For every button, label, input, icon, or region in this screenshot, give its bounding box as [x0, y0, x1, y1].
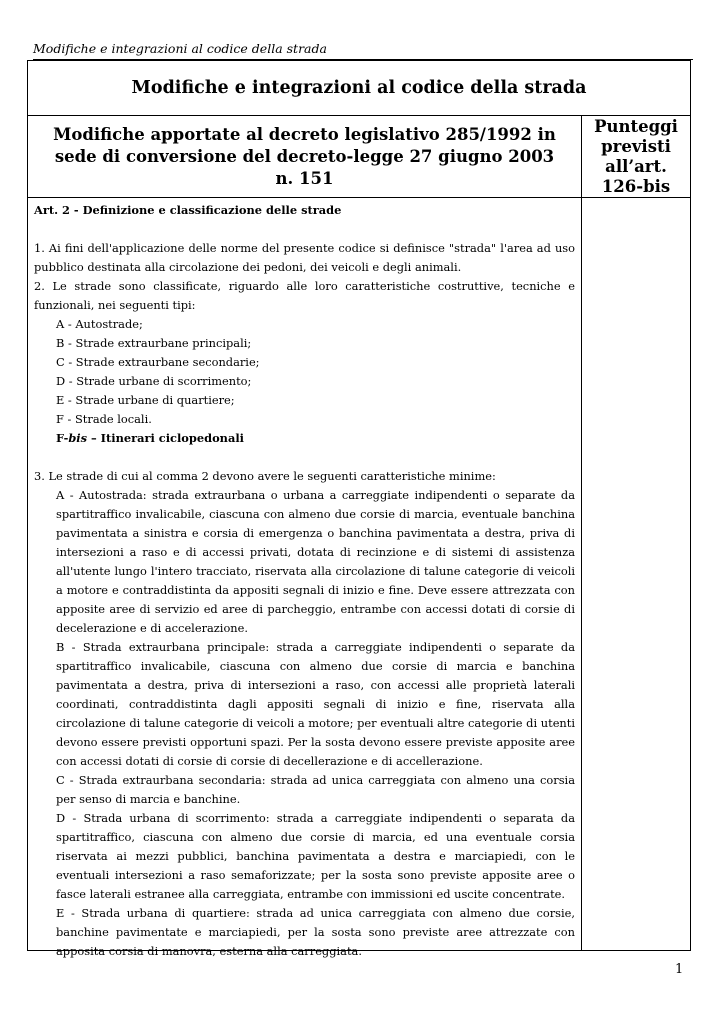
- definition-item: D - Strada urbana di scorrimento: strada a carreggiate indipendenti o separata da spartitraffico, ciascuna con almeno due corsie di marcia, ed una eventuale corsia riservata ai mezzi pubblici, banchina pavimentata a destra e marciapiedi, con le eventuali intersezioni a raso semaforizzate; per la sosta sono previste apposite aree o fasce laterali estranee alla carreggiata, entrambe con immissioni ed uscite concentrate.: [56, 811, 575, 901]
- column-heading-points: Punteggi previsti all’art. 126-bis: [594, 116, 678, 196]
- road-type-item: C - Strade extraurbane secondarie;: [56, 355, 260, 369]
- definition-item: B - Strada extraurbana principale: strada a carreggiate indipendenti o separate da spartitraffico invalicabile, ciascuna con almeno due corsie di marcia e banchina pavimentata a destra, priva di intersezioni a raso, con accessi alle proprietà laterali coordinati, contraddistinta dagli appositi segnali di inizio e fine, riservata alla circolazione di talune categorie di veicoli a motore; per eventuali altre categorie di utenti devono essere previsti opportuni spazi. Per la sosta devono essere previste apposite aree con accessi dotati di corsie di corsie di decellerazione e di accellerazione.: [56, 640, 575, 768]
- definition-item: C - Strada extraurbana secondaria: strada ad unica carreggiata con almeno una corsia per senso di marcia e banchine.: [56, 773, 575, 806]
- fbis-italic: bis: [68, 431, 88, 445]
- table-title: Modifiche e integrazioni al codice della strada: [28, 61, 690, 116]
- article-text-cell: [28, 198, 582, 958]
- column-heading-modifications: Modifiche apportate al decreto legislativo 285/1992 in sede di conversione del decreto-legge 27 giugno 2003 n. 151: [28, 116, 582, 197]
- definition-item: A - Autostrada: strada extraurbana o urbana a carreggiate indipendenti o separate da spartitraffico invalicabile, ciascuna con almeno due corsie di marcia, eventuale banchina pavimentata a sinistra e corsia di emergenza o banchina pavimentata a destra, priva di intersezioni a raso e di accessi privati, dotata di recinzione e di sistemi di assistenza all'utente lungo l'intero tracciato, riservata alla circolazione di talune categorie di veicoli a motore e contraddistinta da appositi segnali di inizio e fine. Deve essere attrezzata con apposite aree di servizio ed aree di parcheggio, entrambe con accessi dotati di corsie di decelerazione e di accelerazione.: [56, 488, 575, 635]
- paragraph-1: 1. Ai fini dell'applicazione delle norme del presente codice si definisce "strada" l'area ad uso pubblico destinata alla circolazione dei pedoni, dei veicoli e degli animali.: [34, 241, 575, 274]
- fbis-rest: – Itinerari ciclopedonali: [87, 431, 244, 445]
- fbis-prefix: F-: [56, 431, 69, 445]
- road-type-item-fbis: [56, 429, 575, 448]
- paragraph-2: 2. Le strade sono classificate, riguardo alle loro caratteristiche costruttive, tecniche e funzionali, nei seguenti tipi:: [34, 279, 575, 312]
- paragraph-3: 3. Le strade di cui al comma 2 devono avere le seguenti caratteristiche minime:: [34, 469, 496, 483]
- road-type-item: A - Autostrade;: [56, 317, 143, 331]
- article-title: Art. 2 - Definizione e classificazione delle strade: [34, 203, 342, 217]
- document-table: [27, 60, 691, 958]
- road-type-item: B - Strade extraurbane principali;: [56, 336, 252, 350]
- table-header-row: [28, 116, 690, 198]
- points-cell: [582, 198, 690, 950]
- table-body-row: [28, 198, 690, 958]
- definition-item: E - Strada urbana di quartiere: strada ad unica carreggiata con almeno due corsie, banchine pavimentate e marciapiedi, per la sosta sono previste aree attrezzate con apposita corsia di manovra, esterna alla carreggiata.: [56, 906, 575, 958]
- running-header: Modifiche e integrazioni al codice della strada: [33, 41, 693, 60]
- page-number: 1: [675, 962, 684, 977]
- road-type-item: E - Strade urbane di quartiere;: [56, 393, 235, 407]
- road-type-item: F - Strade locali.: [56, 412, 152, 426]
- road-type-item: D - Strade urbane di scorrimento;: [56, 374, 252, 388]
